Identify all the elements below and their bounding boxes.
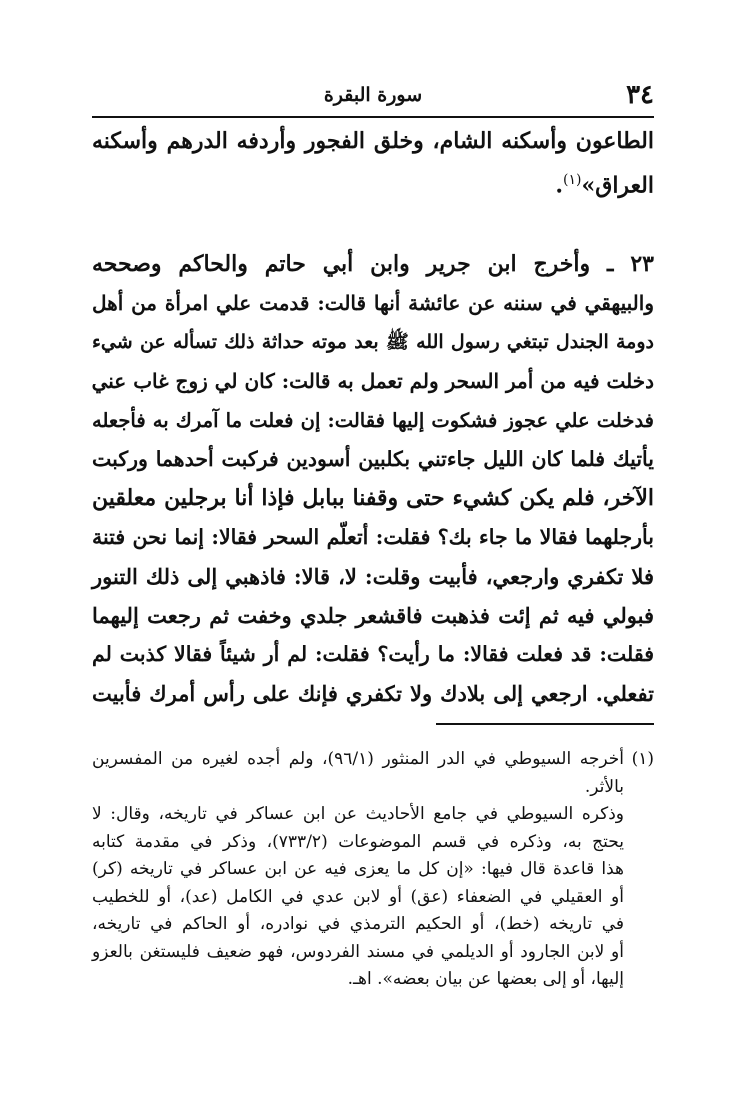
- footnote-line: بالأثر.: [584, 776, 624, 797]
- running-title: سورة البقرة: [323, 84, 423, 106]
- text-line: الطاعون وأسكنه الشام، وخلق الفجور وأردفه الدرهم وأسكنه: [92, 128, 654, 154]
- paragraph-hadith-23: [92, 245, 654, 713]
- text-line: فدخلت علي عجوز فشكوت إليها فقالت: إن فعلت ما آمرك به فأجعله: [92, 409, 654, 432]
- footnote-marker: (١): [563, 172, 582, 188]
- footnote-line: أو العقيلي في الضعفاء (عق) أو لابن عدي في الكامل (عد)، أو للخطيب: [92, 886, 624, 907]
- footnote-1: [92, 746, 654, 801]
- text-line: فلا تكفري وارجعي، فأبيت وقلت: لا، قالا: فاذهبي إلى ذلك التنور: [92, 564, 654, 589]
- text-line: يأتيك فلما كان الليل جاءتني بكلبين أسودين فركبت أحدهما وركبت: [92, 447, 654, 471]
- footnote-line: إليها، أو إلى بعضها عن بيان بعضه». اهـ.: [347, 969, 624, 989]
- footnote-body: [92, 746, 624, 801]
- sentence-end: .: [555, 172, 564, 199]
- text-line: [92, 161, 654, 205]
- footnote-line: أو لابن الجارود أو الديلمي في مسند الفردوس، فهو ضعيف فليستغن بالعزو: [92, 941, 624, 962]
- text-line: بأرجلهما فقالا ما جاء بك؟ فقلت: أتعلّم السحر فقالا: إنما نحن فتنة: [92, 525, 654, 549]
- text-line: دخلت فيه من أمر السحر ولم تعمل به قالت: كان لي زوج غاب عني: [91, 369, 654, 393]
- text-line: الآخر، فلم يكن كشيء حتى وقفنا ببابل فإذا أنا برجلين معلقين: [92, 485, 654, 511]
- footnotes: [92, 746, 654, 994]
- header-divider: [92, 116, 654, 118]
- text-line: ٢٣ ـ وأخرج ابن جرير وابن أبي حاتم والحاكم وصححه: [92, 251, 654, 277]
- text-line: فقلت: قد فعلت فقالا: ما رأيت؟ فقلت: لم أر شيئاً فقالا كذبت لم: [92, 642, 654, 666]
- footnote-line: يحتج به، وذكره في قسم الموضوعات (٧٣٣/٢)، وذكر في مقدمة كتابه: [92, 831, 624, 852]
- page-number: ٣٤: [626, 80, 654, 110]
- footnote-divider: [436, 723, 654, 725]
- footnote-continuation: [92, 801, 654, 994]
- text-line: والبيهقي في سننه عن عائشة أنها قالت: قدمت علي امرأة من أهل: [92, 291, 654, 315]
- footnote-line: أخرجه السيوطي في الدر المنثور (٩٦/١)، ولم أجده لغيره من المفسرين: [92, 749, 624, 769]
- footnote-line: وذكره السيوطي في جامع الأحاديث عن ابن عساكر في تاريخه، وقال: لا: [92, 804, 624, 824]
- text-line: تفعلي. ارجعي إلى بلادك ولا تكفري فإنك على رأس أمرك فأبيت: [92, 681, 654, 706]
- text-line: دومة الجندل تبتغي رسول الله ﷺ بعد موته حداثة ذلك تسأله عن شيء: [92, 331, 654, 353]
- paragraph-continuation: [92, 122, 654, 205]
- page-header: [92, 78, 654, 114]
- text-line: فبولي فيه ثم إئت فذهبت فاقشعر جلدي وخفت ثم رجعت إليهما: [92, 603, 654, 628]
- footnote-line: في تاريخه (خط)، أو الحكيم الترمذي في نوادره، أو الحاكم في تاريخه،: [92, 914, 624, 934]
- text-line-fragment: العراق»: [581, 172, 654, 199]
- footnote-number: (١): [631, 749, 654, 769]
- footnote-line: هذا قاعدة قال فيها: «إن كل ما يعزى فيه عن ابن عساكر في تاريخه (كر): [92, 859, 624, 879]
